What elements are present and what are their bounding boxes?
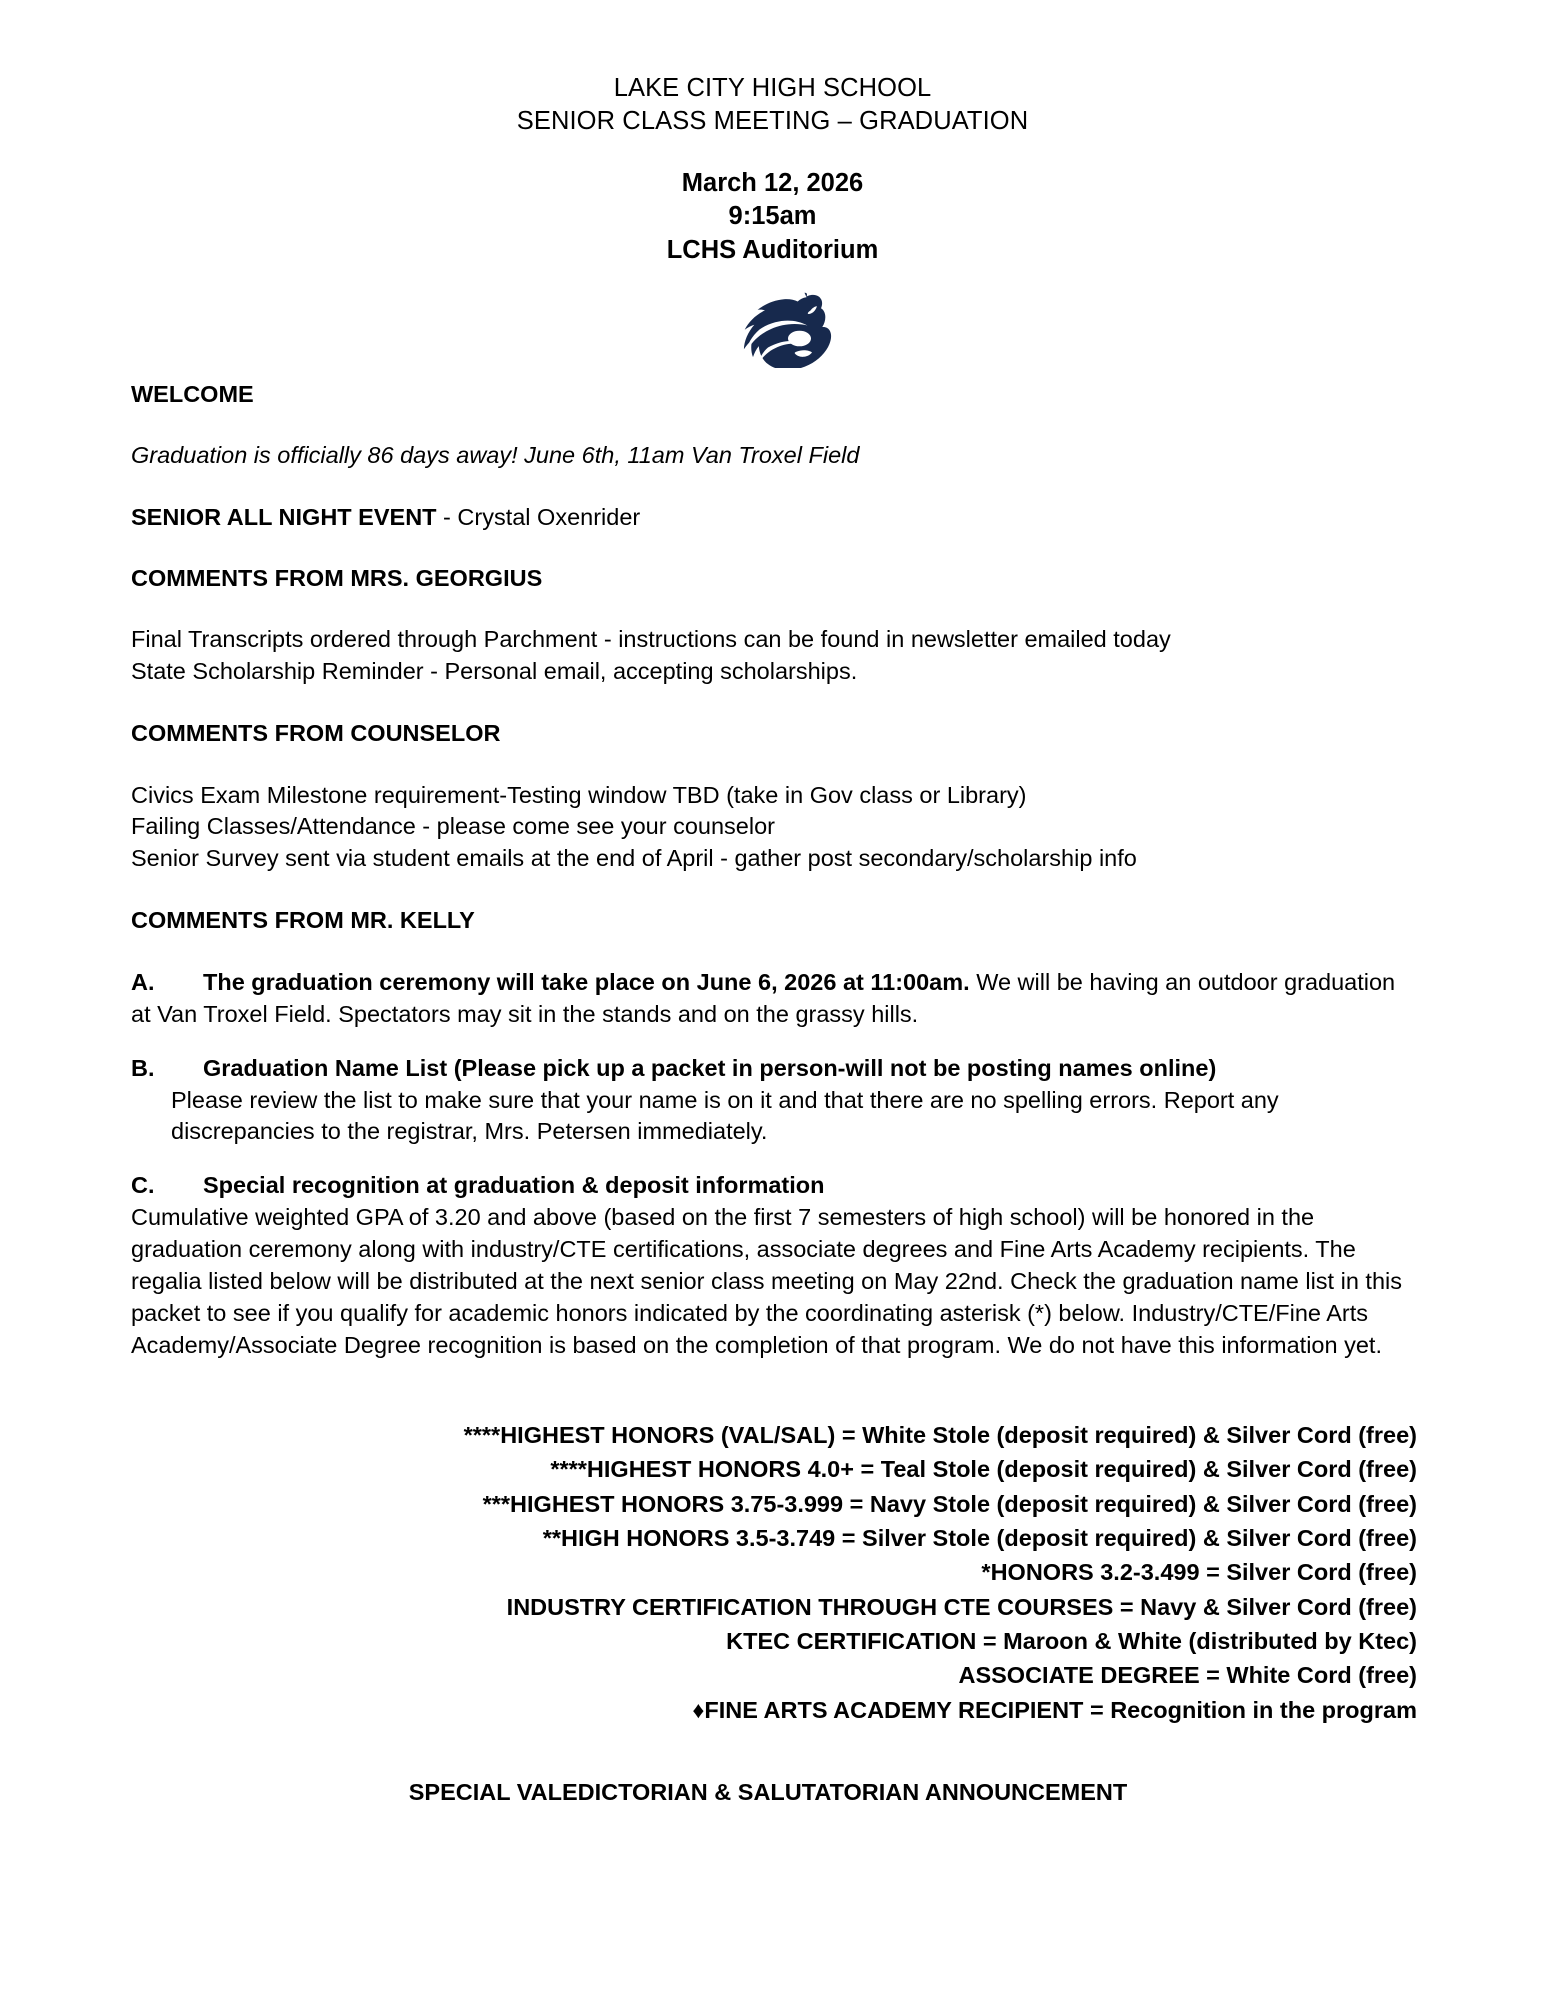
meeting-meta [0, 167, 1545, 266]
item-b-detail: Please review the list to make sure that your name is on it and that there are no spelling errors. Report any discrepancies to the registrar, Mrs. Petersen immediately. [171, 1086, 1279, 1145]
meeting-date: March 12, 2026 [681, 169, 864, 198]
kelly-heading: COMMENTS FROM MR. KELLY [131, 907, 475, 934]
honors-regalia-list [131, 1418, 1417, 1727]
meeting-time: 9:15am [728, 202, 817, 231]
school-name: LAKE CITY HIGH SCHOOL [613, 74, 932, 102]
counselor-line-2: Failing Classes/Attendance - please come see your counselor [131, 813, 775, 840]
georgius-heading: COMMENTS FROM MRS. GEORGIUS [131, 565, 543, 592]
honors-line: KTEC CERTIFICATION = Maroon & White (distributed by Ktec) [726, 1627, 1417, 1654]
georgius-line-1: Final Transcripts ordered through Parchment - instructions can be found in newsletter emailed today [131, 626, 1171, 653]
document-header [0, 72, 1545, 137]
kelly-item-c [131, 1170, 1417, 1202]
honors-line: INDUSTRY CERTIFICATION THROUGH CTE COURSES = Navy & Silver Cord (free) [506, 1593, 1417, 1620]
item-c-bold: Special recognition at graduation & deposit information [203, 1172, 825, 1199]
item-b-letter: B. [131, 1054, 155, 1081]
honors-line: ****HIGHEST HONORS 4.0+ = Teal Stole (deposit required) & Silver Cord (free) [550, 1456, 1417, 1483]
school-logo [0, 289, 1545, 371]
counselor-line-3: Senior Survey sent via student emails at the end of April - gather post secondary/scholarship info [131, 845, 1137, 872]
honors-line: *HONORS 3.2-3.499 = Silver Cord (free) [981, 1559, 1417, 1586]
meeting-title: SENIOR CLASS MEETING – GRADUATION [516, 106, 1029, 135]
graduation-countdown: Graduation is officially 86 days away! June 6th, 11am Van Troxel Field [131, 441, 860, 468]
kelly-item-b [131, 1053, 1417, 1085]
kelly-item-a [131, 967, 1417, 1031]
honors-line: ***HIGHEST HONORS 3.75-3.999 = Navy Stole (deposit required) & Silver Cord (free) [482, 1490, 1417, 1517]
honors-line: **HIGH HONORS 3.5-3.749 = Silver Stole (deposit required) & Silver Cord (free) [542, 1525, 1417, 1552]
item-b-bold: Graduation Name List (Please pick up a packet in person-will not be posting names online) [203, 1054, 1217, 1081]
georgius-line-2: State Scholarship Reminder - Personal email, accepting scholarships. [131, 658, 858, 685]
valedictorian-announcement: SPECIAL VALEDICTORIAN & SALUTATORIAN ANNOUNCEMENT [408, 1778, 1128, 1805]
honors-line: ♦FINE ARTS ACADEMY RECIPIENT = Recognition in the program [692, 1696, 1417, 1723]
all-night-event-label: SENIOR ALL NIGHT EVENT [131, 503, 437, 530]
wildcat-head-logo [711, 292, 835, 368]
counselor-heading: COMMENTS FROM COUNSELOR [131, 720, 501, 747]
honors-line: ****HIGHEST HONORS (VAL/SAL) = White Stole (deposit required) & Silver Cord (free) [463, 1422, 1417, 1449]
item-a-rest: We will be having an outdoor graduation at Van Troxel Field. Spectators may sit in the stands and on the grassy hills. [131, 968, 1396, 1027]
item-c-letter: C. [131, 1172, 155, 1199]
item-c-paragraph: Cumulative weighted GPA of 3.20 and above (based on the first 7 semesters of high school) will be honored in the graduation ceremony along with industry/CTE certifications, associate degrees and Fine Arts Academy recipients. The regalia listed below will be distributed at the next senior class meeting on May 22nd. Check the graduation name list in this packet to see if you qualify for academic honors indicated by the coordinating asterisk (*) below. Industry/CTE/Fine Arts Academy/Associate Degree recognition is based on the completion of that program. We do not have this information yet. [131, 1204, 1402, 1359]
document-body [0, 379, 1545, 1809]
meeting-location: LCHS Auditorium [666, 235, 879, 264]
all-night-event-detail: - Crystal Oxenrider [436, 503, 641, 530]
all-night-event-heading [131, 502, 1417, 533]
item-a-letter: A. [131, 968, 155, 995]
counselor-line-1: Civics Exam Milestone requirement-Testing window TBD (take in Gov class or Library) [131, 781, 1027, 808]
welcome-heading: WELCOME [131, 380, 254, 407]
item-a-bold: The graduation ceremony will take place on June 6, 2026 at 11:00am. [203, 968, 970, 995]
honors-line: ASSOCIATE DEGREE = White Cord (free) [958, 1662, 1417, 1689]
